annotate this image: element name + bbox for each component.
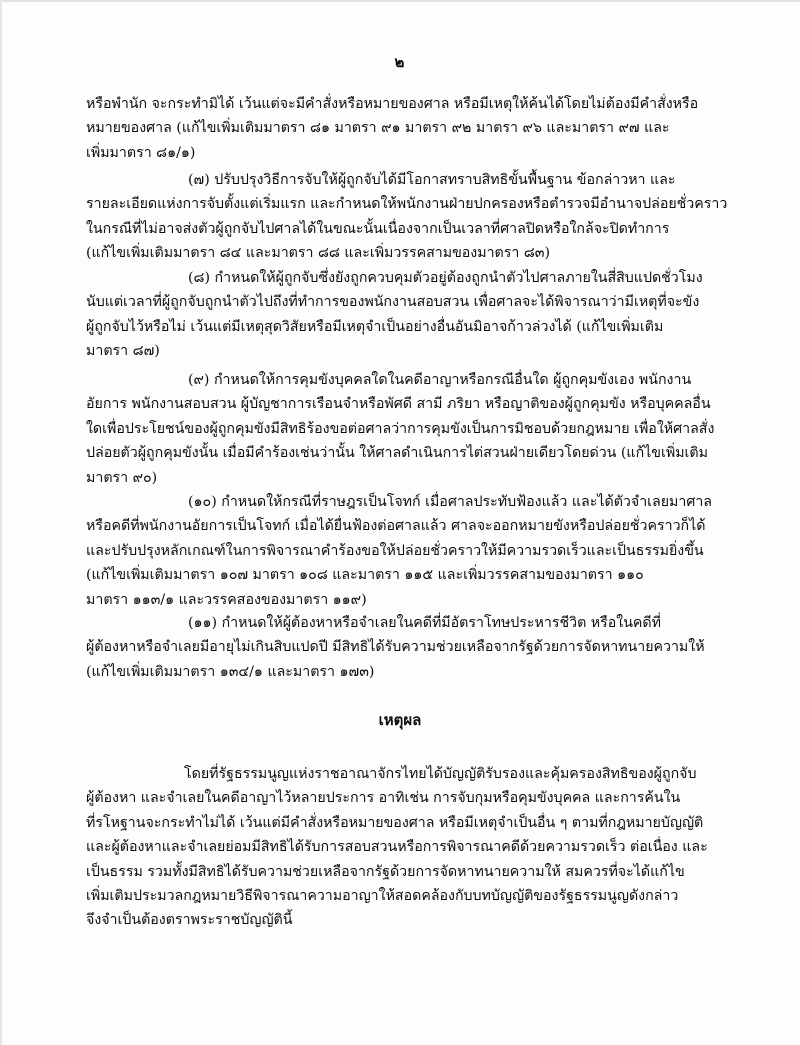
paragraph-line: ในกรณีที่ไม่อาจส่งตัวผู้ถูกจับไปศาลได้ในขณะนั้นเนื่องจากเป็นเวลาที่ศาลปิดหรือใกล้จะปิดทำการ — [86, 220, 670, 237]
paragraph-line: เพิ่มมาตรา ๘๑/๑) — [86, 144, 196, 161]
item-8-paragraph — [86, 266, 726, 364]
continuation-paragraph — [86, 92, 726, 165]
paragraph-line: และปรับปรุงหลักเกณฑ์ในการพิจารณาคำร้องขอให้ปล่อยชั่วคราวให้มีความรวดเร็วและเป็นธรรมยิ่งขึ้น — [86, 542, 704, 559]
scan-edge-left — [0, 0, 2, 1045]
paragraph-line: นับแต่เวลาที่ผู้ถูกจับถูกนำตัวไปถึงที่ทำการของพนักงานสอบสวน เพื่อศาลจะได้พิจารณาว่ามีเหตุที่จะขัง — [86, 294, 700, 311]
page-number: ๒ — [394, 53, 406, 71]
item-11-paragraph — [86, 611, 726, 684]
paragraph-line: มาตรา ๘๗) — [86, 343, 160, 360]
paragraph-line: (แก้ไขเพิ่มเติมมาตรา ๑๐๗ มาตรา ๑๐๘ และมาตรา ๑๑๕ และเพิ่มวรรคสามของมาตรา ๑๑๐ — [86, 567, 644, 584]
item-9-paragraph — [86, 368, 726, 490]
paragraph-line: (๘) กำหนดให้ผู้ถูกจับซึ่งยังถูกควบคุมตัวอยู่ต้องถูกนำตัวไปศาลภายในสี่สิบแปดชั่วโมง — [188, 270, 703, 286]
reason-heading: เหตุผล — [378, 711, 422, 729]
paragraph-line: เป็นธรรม รวมทั้งมีสิทธิได้รับความช่วยเหลือจากรัฐด้วยการจัดหาทนายความให้ สมควรที่จะได้แก้ไข — [86, 863, 685, 880]
paragraph-line: รายละเอียดแห่งการจับตั้งแต่เริ่มแรก และกำหนดให้พนักงานฝ่ายปกครองหรือตำรวจมีอำนาจปล่อยชั่วคราว — [86, 196, 728, 213]
paragraph-line: ผู้ต้องหา และจำเลยในคดีอาญาไว้หลายประการ อาทิเช่น การจับกุมหรือคุมขังบุคคล และการค้นใน — [86, 790, 681, 807]
paragraph-line: ที่รโหฐานจะกระทำไม่ได้ เว้นแต่มีคำสั่งหรือหมายของศาล หรือมีเหตุจำเป็นอื่น ๆ ตามที่กฎหมายบัญญัติ — [86, 814, 704, 831]
paragraph-line: มาตรา ๙๐) — [86, 469, 158, 486]
paragraph-line: จึงจำเป็นต้องตราพระราชบัญญัตินี้ — [86, 912, 293, 929]
paragraph-line: อัยการ พนักงานสอบสวน ผู้บัญชาการเรือนจำหรือพัศดี สามี ภริยา หรือญาติของผู้ถูกคุมขัง หรือบุคคลอื่น — [86, 396, 711, 413]
paragraph-line: ใดเพื่อประโยชน์ของผู้ถูกคุมขังมีสิทธิร้องขอต่อศาลว่าการคุมขังเป็นการมิชอบด้วยกฎหมาย เพื่อให้ศาลสั่ง — [86, 420, 715, 437]
paragraph-line: โดยที่รัฐธรรมนูญแห่งราชอาณาจักรไทยได้บัญญัติรับรองและคุ้มครองสิทธิของผู้ถูกจับ — [184, 766, 697, 782]
paragraph-line: (๙) กำหนดให้การคุมขังบุคคลใดในคดีอาญาหรือกรณีอื่นใด ผู้ถูกคุมขังเอง พนักงาน — [188, 372, 692, 388]
paragraph-line: หรือคดีที่พนักงานอัยการเป็นโจทก์ เมื่อได้ยื่นฟ้องต่อศาลแล้ว ศาลจะออกหมายขังหรือปล่อยชั่วคราวก็ได้ — [86, 518, 706, 535]
paragraph-line: หรือพำนัก จะกระทำมิได้ เว้นแต่จะมีคำสั่งหรือหมายของศาล หรือมีเหตุให้ค้นได้โดยไม่ต้องมีคำสั่งหรือ — [86, 96, 699, 112]
paragraph-line: (แก้ไขเพิ่มเติมมาตรา ๑๓๔/๑ และมาตรา ๑๗๓) — [86, 663, 375, 680]
paragraph-line: เพิ่มเติมประมวลกฎหมายวิธีพิจารณาความอาญาให้สอดคล้องกับบทบัญญัติของรัฐธรรมนูญดังกล่าว — [86, 887, 679, 904]
paragraph-line: (แก้ไขเพิ่มเติมมาตรา ๘๔ และมาตรา ๘๘ และเพิ่มวรรคสามของมาตรา ๘๓) — [86, 245, 551, 262]
paragraph-line: และผู้ต้องหาและจำเลยย่อมมีสิทธิได้รับการสอบสวนหรือการพิจารณาคดีด้วยความรวดเร็ว ต่อเนื่อง และ — [86, 839, 708, 856]
paragraph-line: ผู้ต้องหาหรือจำเลยมีอายุไม่เกินสิบแปดปี มีสิทธิได้รับความช่วยเหลือจากรัฐด้วยการจัดหาทนายความให้ — [86, 639, 705, 656]
paragraph-line: (๗) ปรับปรุงวิธีการจับให้ผู้ถูกจับได้มีโอกาสทราบสิทธิขั้นพื้นฐาน ข้อกล่าวหา และ — [188, 172, 676, 188]
item-10-paragraph — [86, 490, 726, 612]
paragraph-line: (๑๐) กำหนดให้กรณีที่ราษฎรเป็นโจทก์ เมื่อศาลประทับฟ้องแล้ว และได้ตัวจำเลยมาศาล — [188, 494, 713, 510]
item-7-paragraph — [86, 168, 726, 266]
scan-edge-top — [0, 0, 800, 2]
paragraph-line: ปล่อยตัวผู้ถูกคุมขังนั้น เมื่อมีคำร้องเช่นว่านั้น ให้ศาลดำเนินการไต่สวนฝ่ายเดียวโดยด่วน (แก้ไขเพิ่มเติม — [86, 445, 708, 462]
paragraph-line: มาตรา ๑๑๓/๑ และวรรคสองของมาตรา ๑๑๙) — [86, 591, 367, 608]
paragraph-line: (๑๑) กำหนดให้ผู้ต้องหาหรือจำเลยในคดีที่มีอัตราโทษประหารชีวิต หรือในคดีที่ — [188, 615, 661, 631]
reason-paragraph — [86, 762, 726, 933]
paragraph-line: หมายของศาล (แก้ไขเพิ่มเติมมาตรา ๘๑ มาตรา ๙๑ มาตรา ๙๒ มาตรา ๙๖ และมาตรา ๙๗ และ — [86, 120, 670, 137]
paragraph-line: ผู้ถูกจับไว้หรือไม่ เว้นแต่มีเหตุสุดวิสัยหรือมีเหตุจำเป็นอย่างอื่นอันมิอาจก้าวล่วงได้ (แก้ไขเพิ่มเติม — [86, 318, 664, 335]
